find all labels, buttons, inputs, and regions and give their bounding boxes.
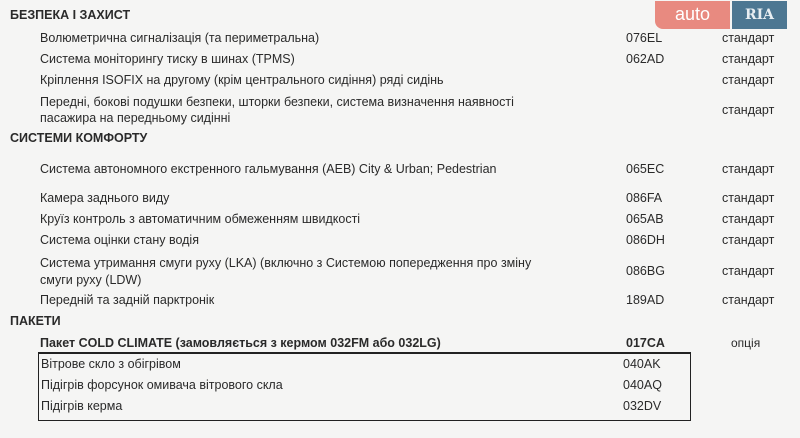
row-status: стандарт xyxy=(722,162,775,176)
row-name: Круїз контроль з автоматичним обмеженням швидкості xyxy=(40,212,361,226)
section-title: СИСТЕМИ КОМФОРТУ xyxy=(10,131,148,145)
package-status: опція xyxy=(731,336,761,350)
row-code: 086DH xyxy=(626,233,665,247)
row-name: Система моніторингу тиску в шинах (TPMS) xyxy=(40,52,295,66)
row-status: стандарт xyxy=(722,52,775,66)
package-item-name: Вітрове скло з обігрівом xyxy=(41,357,181,371)
row-name: Передній та задній парктронік xyxy=(40,293,215,307)
row-name-cont: смуги руху (LDW) xyxy=(40,273,142,287)
package-item-code: 032DV xyxy=(623,399,662,413)
package-name: Пакет COLD CLIMATE (замовляється з кермом 032FM або 032LG) xyxy=(40,336,441,350)
watermark-ria: RIA xyxy=(732,1,787,29)
row-name: Передні, бокові подушки безпеки, шторки безпеки, система визначення наявності xyxy=(40,95,514,109)
watermark-auto: auto xyxy=(655,1,730,29)
row-code: 189AD xyxy=(626,293,665,307)
row-code: 065AB xyxy=(626,212,664,226)
row-name: Система автономного екстренного гальмування (AEB) City & Urban; Pedestrian xyxy=(40,162,497,176)
row-name-cont: пасажира на передньому сидінні xyxy=(40,111,231,125)
row-status: стандарт xyxy=(722,293,775,307)
autoria-watermark-logo xyxy=(655,1,787,29)
section-title: ПАКЕТИ xyxy=(10,314,61,328)
row-code: 086BG xyxy=(626,264,665,278)
package-item-name: Підігрів керма xyxy=(41,399,123,413)
package-item-code: 040AK xyxy=(623,357,661,371)
row-status: стандарт xyxy=(722,31,775,45)
row-status: стандарт xyxy=(722,212,775,226)
row-name: Волюметрична сигналізація (та периметральна) xyxy=(40,31,320,45)
package-item-name: Підігрів форсунок омивача вітрового скла xyxy=(41,378,283,392)
package-code: 017CA xyxy=(626,336,665,350)
row-name: Камера заднього виду xyxy=(40,191,170,205)
row-name: Система утримання смуги руху (LKA) (включно з Системою попередження про зміну xyxy=(40,256,532,270)
row-code: 065EC xyxy=(626,162,665,176)
row-code: 086FA xyxy=(626,191,663,205)
row-status: стандарт xyxy=(722,191,775,205)
section-title: БЕЗПЕКА І ЗАХИСТ xyxy=(10,8,131,22)
row-status: стандарт xyxy=(722,233,775,247)
row-name: Система оцінки стану водія xyxy=(40,233,199,247)
row-code: 076EL xyxy=(626,31,663,45)
row-status: стандарт xyxy=(722,73,775,87)
package-item-code: 040AQ xyxy=(623,378,662,392)
row-status: стандарт xyxy=(722,103,775,117)
row-status: стандарт xyxy=(722,264,775,278)
row-code: 062AD xyxy=(626,52,665,66)
row-name: Кріплення ISOFIX на другому (крім центрального сидіння) ряді сидінь xyxy=(40,73,444,87)
